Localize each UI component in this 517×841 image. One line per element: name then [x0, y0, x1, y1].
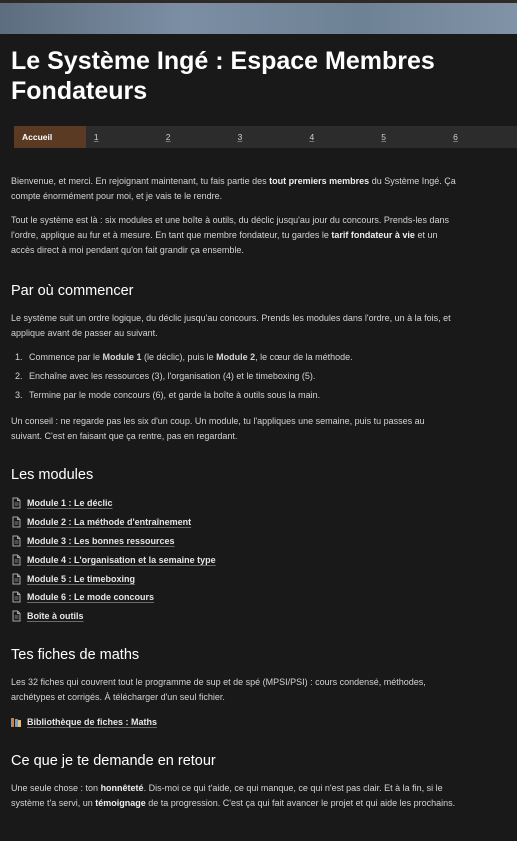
text-bold: Module 1 — [102, 352, 142, 362]
list-number: 1. — [15, 352, 23, 362]
list-item — [15, 386, 455, 405]
tab-1[interactable]: 1 — [93, 132, 99, 142]
steps-list — [15, 348, 455, 405]
fiches-library-link[interactable] — [11, 713, 411, 732]
tab-bar — [14, 126, 517, 148]
module-link-4[interactable] — [11, 550, 411, 569]
text-bold: tarif fondateur à vie — [331, 230, 415, 240]
heading-modules: Les modules — [11, 467, 94, 483]
page-icon — [11, 554, 22, 566]
start-paragraph-2: Un conseil : ne regarde pas les six d'un coup. Un module, tu l'appliques une semaine, puis tu passes au suivant. C'est en faisant que ça rentre, pas en regardant. — [11, 416, 425, 441]
page-icon — [11, 516, 22, 528]
tab-6[interactable]: 6 — [453, 132, 458, 142]
start-paragraph-1: Le système suit un ordre logique, du déclic jusqu'au concours. Prends les modules dans l'ordre, un à la fois, et applique avant de passer au suivant. — [11, 313, 451, 338]
text: Commence par le — [29, 352, 103, 362]
tab-5[interactable]: 5 — [381, 132, 387, 142]
text: du Système Ingé. Ça compte énormément pour moi, et je vais te le rendre. — [11, 176, 456, 201]
text: et un accès direct à moi pendant qu'on fait grandir ça ensemble. — [11, 230, 438, 255]
module-link-3[interactable] — [11, 532, 411, 551]
page-icon — [11, 497, 22, 509]
module-link-label[interactable]: Boîte à outils — [27, 611, 84, 622]
text-bold: témoignage — [95, 798, 146, 808]
fiches-links — [11, 713, 411, 732]
heading-fiches: Tes fiches de maths — [11, 647, 140, 663]
text: de ta progression. C'est ça qui fait avancer le projet et qui aide les prochains. — [145, 798, 456, 808]
list-item — [15, 348, 455, 367]
module-link-label[interactable]: Module 1 : Le déclic — [27, 498, 113, 509]
text: (le déclic), puis le — [141, 352, 217, 362]
page-icon — [11, 591, 22, 603]
books-icon — [11, 718, 21, 727]
cover-banner — [0, 0, 517, 34]
tab-4[interactable]: 4 — [309, 132, 315, 142]
tab-3[interactable]: 3 — [237, 132, 243, 142]
heading-retour: Ce que je te demande en retour — [11, 753, 216, 769]
list-item — [15, 367, 455, 386]
module-link-label[interactable]: Module 5 : Le timeboxing — [27, 573, 136, 584]
intro-paragraph-2 — [11, 213, 456, 258]
page-icon — [11, 573, 22, 585]
page-icon — [11, 535, 22, 547]
module-link-label[interactable]: Module 3 : Les bonnes ressources — [27, 535, 175, 546]
module-link-5[interactable] — [11, 569, 411, 588]
tab-accueil[interactable]: Accueil — [14, 126, 86, 148]
text: Enchaîne avec les ressources (3), l'organisation (4) et le timeboxing (5). — [29, 371, 316, 381]
text: . Dis-moi ce qui t'aide, ce qui manque, ce qui n'est pas clair. Et à la fin, si le système t'a servi, un — [11, 783, 443, 808]
text: Une seule chose : ton — [11, 783, 101, 793]
module-link-label[interactable]: Module 2 : La méthode d'entraînement — [27, 517, 192, 528]
module-link-label[interactable]: Module 6 : Le mode concours — [27, 592, 155, 603]
intro-paragraph-1 — [11, 174, 456, 204]
fiches-paragraph: Les 32 fiches qui couvrent tout le programme de sup et de spé (MPSI/PSI) : cours condensé, méthodes, archétypes et corrigés. À télécharger d'un seul fichier. — [11, 677, 426, 702]
page-title: Le Système Ingé : Espace Membres Fondateurs — [11, 47, 435, 105]
text-bold: Module 2 — [216, 352, 256, 362]
list-number: 3. — [15, 390, 23, 400]
text-bold: tout premiers membres — [269, 176, 370, 186]
modules-list — [11, 494, 411, 626]
fiches-library-label[interactable]: Bibliothèque de fiches : Maths — [27, 717, 158, 728]
tab-2[interactable]: 2 — [165, 132, 171, 142]
heading-start: Par où commencer — [11, 283, 134, 299]
retour-paragraph — [11, 781, 456, 811]
toolbox-link[interactable] — [11, 607, 411, 626]
module-link-2[interactable] — [11, 513, 411, 532]
text-bold: honnêteté — [100, 783, 144, 793]
text: Tout le système est là : six modules et une boîte à outils, du déclic jusqu'au jour du concours. Prends-les dans l'ordre, applique au fur et à mesure. En tant que membre fondateur, tu gardes le — [11, 215, 449, 240]
text: , le cœur de la méthode. — [255, 352, 353, 362]
module-link-label[interactable]: Module 4 : L'organisation et la semaine type — [27, 554, 216, 565]
list-number: 2. — [15, 371, 23, 381]
module-link-6[interactable] — [11, 588, 411, 607]
page-icon — [11, 610, 22, 622]
text: Bienvenue, et merci. En rejoignant maintenant, tu fais partie des — [11, 176, 270, 186]
text: Termine par le mode concours (6), et garde la boîte à outils sous la main. — [29, 390, 321, 400]
module-link-1[interactable] — [11, 494, 411, 513]
